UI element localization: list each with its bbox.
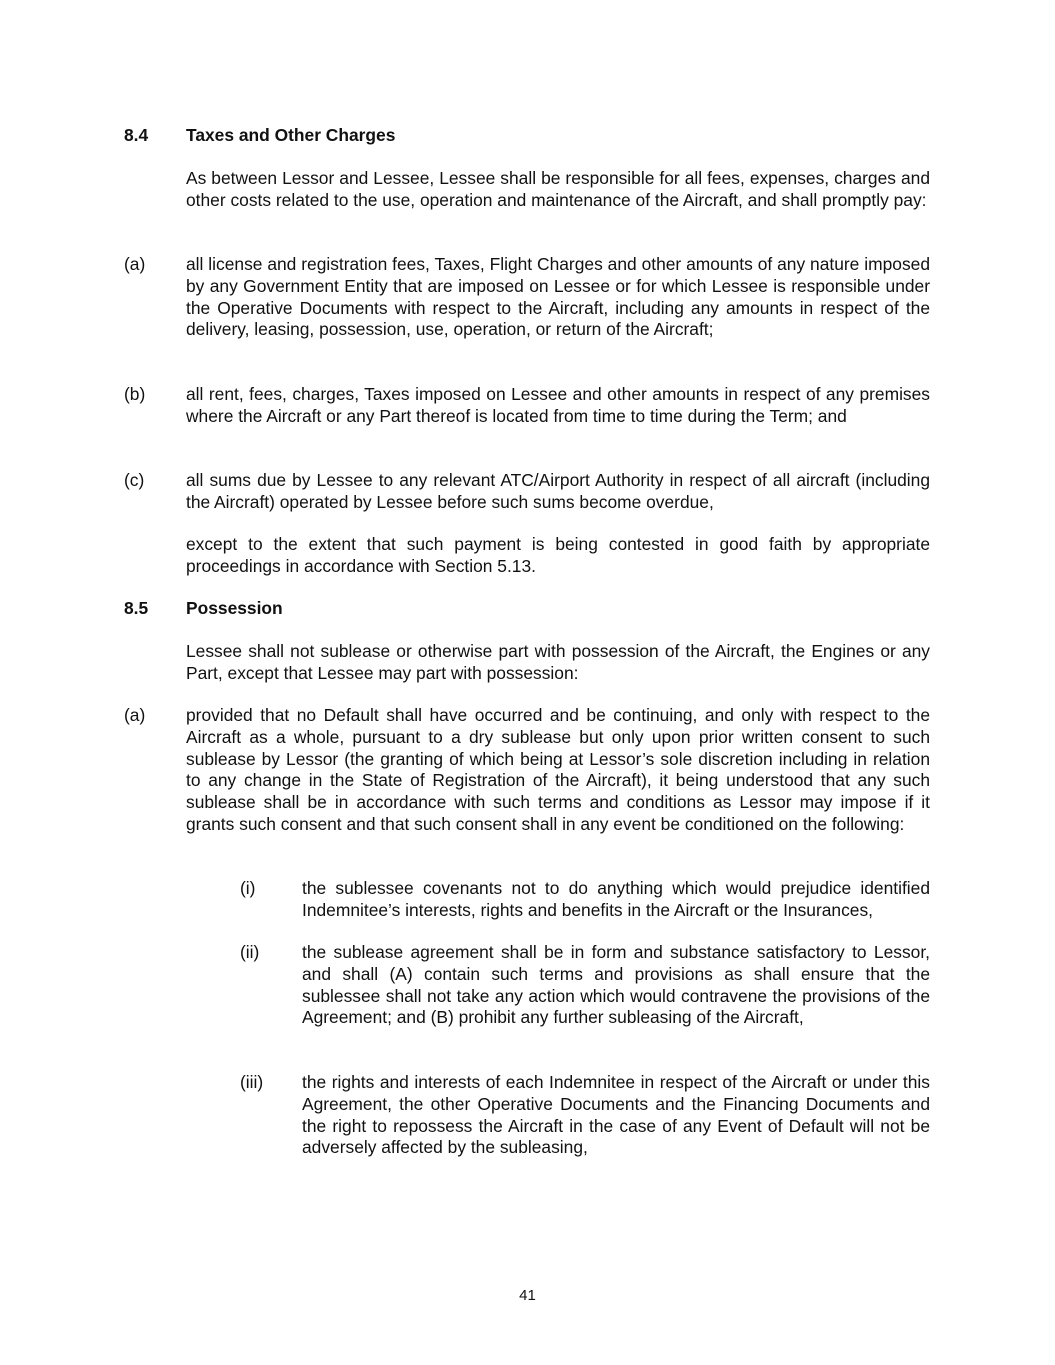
item-text: all rent, fees, charges, Taxes imposed on Lessee and other amounts in respect of any premises where the Aircraft or any Part thereof is located from time to time during the Term; and <box>186 384 930 426</box>
item-label: (a) <box>124 254 146 274</box>
section-title: Taxes and Other Charges <box>186 125 396 145</box>
subitem-text: the sublease agreement shall be in form and substance satisfactory to Lessor, and shall (A) contain such terms and provisions as shall ensure that the sublessee shall not take any action which would contravene the provisions of the Agreement; and (B) prohibit any further subleasing of the Aircraft, <box>302 942 930 1028</box>
subitem-text: the sublessee covenants not to do anything which would prejudice identified Indemnitee’s interests, rights and benefits in the Aircraft or the Insurances, <box>302 878 930 920</box>
section-number: 8.5 <box>124 598 149 618</box>
item-label: (b) <box>124 384 146 404</box>
page-number: 41 <box>519 1287 536 1304</box>
section-number: 8.4 <box>124 125 149 145</box>
section-intro-8-5: Lessee shall not sublease or otherwise part with possession of the Aircraft, the Engines or any Part, except that Lessee may part with possession: <box>186 641 930 683</box>
subitem-label: (i) <box>240 878 256 898</box>
section-title: Possession <box>186 598 283 618</box>
section-intro-8-4: As between Lessor and Lessee, Lessee shall be responsible for all fees, expenses, charges and other costs related to the use, operation and maintenance of the Aircraft, and shall promptly pay: <box>186 168 930 210</box>
item-text: provided that no Default shall have occurred and be continuing, and only with respect to the Aircraft as a whole, pursuant to a dry sublease but only upon prior written consent to such sublease by Lessor (the granting of which being at Lessor’s sole discretion including in relation to any change in the State of Registration of the Aircraft), it being understood that any such sublease shall be in accordance with such terms and conditions as Lessor may impose if it grants such consent and that such consent shall in any event be conditioned on the following: <box>186 705 930 834</box>
item-label: (a) <box>124 705 146 725</box>
item-label: (c) <box>124 470 145 490</box>
item-text: all sums due by Lessee to any relevant ATC/Airport Authority in respect of all aircraft (including the Aircraft) operated by Lessee before such sums become overdue, <box>186 470 930 512</box>
section-closing-8-4: except to the extent that such payment is being contested in good faith by appropriate proceedings in accordance with Section 5.13. <box>186 534 930 576</box>
subitem-text: the rights and interests of each Indemnitee in respect of the Aircraft or under this Agreement, the other Operative Documents and the Financing Documents and the right to repossess the Aircraft in the case of any Event of Default will not be adversely affected by the subleasing, <box>302 1072 930 1158</box>
item-text: all license and registration fees, Taxes, Flight Charges and other amounts of any nature imposed by any Government Entity that are imposed on Lessee or for which Lessee is responsible under the Operative Documents with respect to the Aircraft, including any amounts in respect of the delivery, leasing, possession, use, operation, or return of the Aircraft; <box>186 254 930 340</box>
subitem-label: (iii) <box>240 1072 264 1092</box>
subitem-label: (ii) <box>240 942 260 962</box>
